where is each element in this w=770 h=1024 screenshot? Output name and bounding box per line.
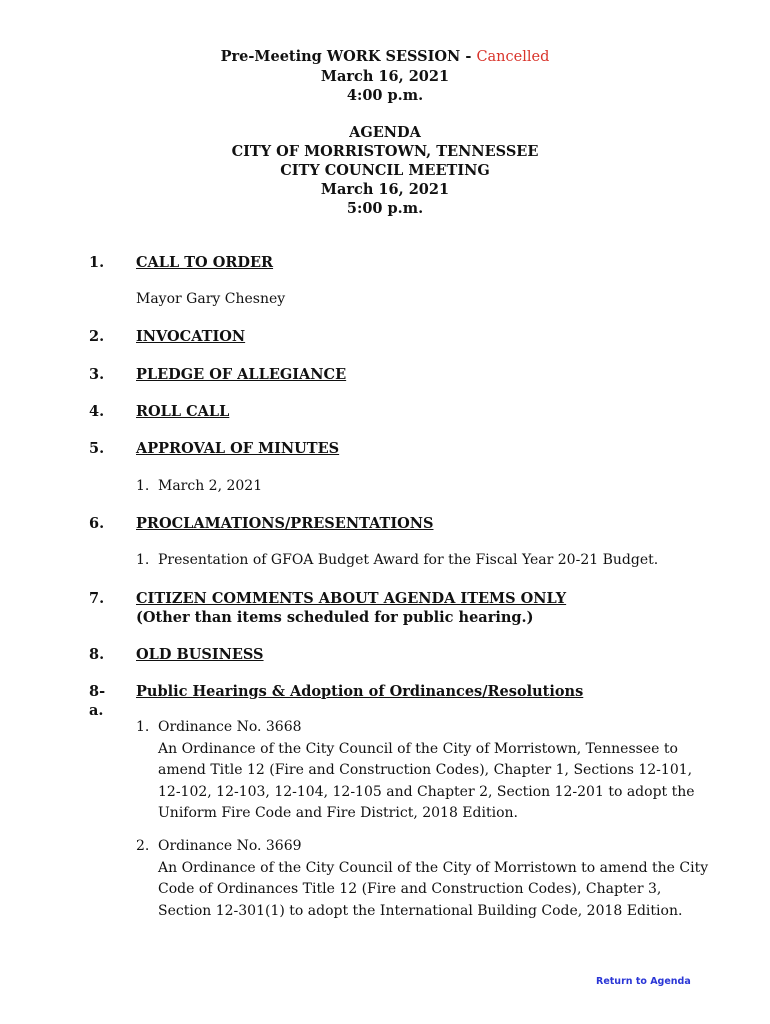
subitem-number: 2. [136,838,150,854]
item-number: 1. [89,254,105,271]
city-name: CITY OF MORRISTOWN, TENNESSEE [231,143,539,160]
ordinance-description-line: Section 12-301(1) to adopt the International Building Code, 2018 Edition. [158,902,683,919]
subitem-number: 1. [136,478,150,494]
item-number: 2. [89,328,105,345]
meeting-time: 5:00 p.m. [346,200,424,217]
item-number: 8-a. [89,683,106,719]
cancelled-label: Cancelled [476,49,550,65]
item-title: INVOCATION [136,328,246,345]
item-number: 5. [89,440,105,457]
item-number: 4. [89,403,105,420]
subitem-number: 1. [136,719,150,735]
item-number: 3. [89,366,105,383]
work-session-time: 4:00 p.m. [346,87,424,104]
item-number: 7. [89,590,105,607]
item-title: APPROVAL OF MINUTES [136,440,340,457]
item-title: CALL TO ORDER [136,254,274,271]
ordinance-number: Ordinance No. 3669 [158,838,302,854]
ordinance-number: Ordinance No. 3668 [158,719,302,735]
item-subtitle: (Other than items scheduled for public hearing.) [136,609,534,626]
item-title: ROLL CALL [136,403,230,420]
ordinance-description-line: 12-102, 12-103, 12-104, 12-105 and Chapter 2, Section 12-201 to adopt the [158,783,695,800]
ordinance-description-line: amend Title 12 (Fire and Construction Codes), Chapter 1, Sections 12-101, [158,762,693,778]
item-number: 8. [89,646,105,663]
call-to-order-text: Mayor Gary Chesney [136,291,286,307]
subitem-text: March 2, 2021 [158,478,263,494]
meeting-name: CITY COUNCIL MEETING [280,162,490,179]
agenda-header [0,47,770,218]
meeting-date: March 16, 2021 [320,181,450,198]
work-session-title: Pre-Meeting WORK SESSION - [220,48,472,65]
work-session-line [0,47,770,67]
item-number: 6. [89,515,105,532]
ordinance-description-line: An Ordinance of the City Council of the City of Morristown to amend the City [158,859,709,876]
subitem-text: Presentation of GFOA Budget Award for the Fiscal Year 20-21 Budget. [158,552,659,568]
item-title: PLEDGE OF ALLEGIANCE [136,366,347,383]
ordinance-description-line: An Ordinance of the City Council of the City of Morristown, Tennessee to [158,740,678,757]
item-title: Public Hearings & Adoption of Ordinances/Resolutions [136,683,584,700]
return-to-agenda-link[interactable]: Return to Agenda [596,976,691,987]
subitem-number: 1. [136,552,150,568]
ordinance-description-line: Uniform Fire Code and Fire District, 2018 Edition. [158,805,518,821]
item-title: PROCLAMATIONS/PRESENTATIONS [136,515,434,532]
agenda-title: AGENDA [349,124,421,141]
work-session-date: March 16, 2021 [320,68,450,85]
ordinance-description-line: Code of Ordinances Title 12 (Fire and Construction Codes), Chapter 3, [158,881,662,897]
item-title: CITIZEN COMMENTS ABOUT AGENDA ITEMS ONLY [136,590,567,607]
item-title: OLD BUSINESS [136,646,264,663]
